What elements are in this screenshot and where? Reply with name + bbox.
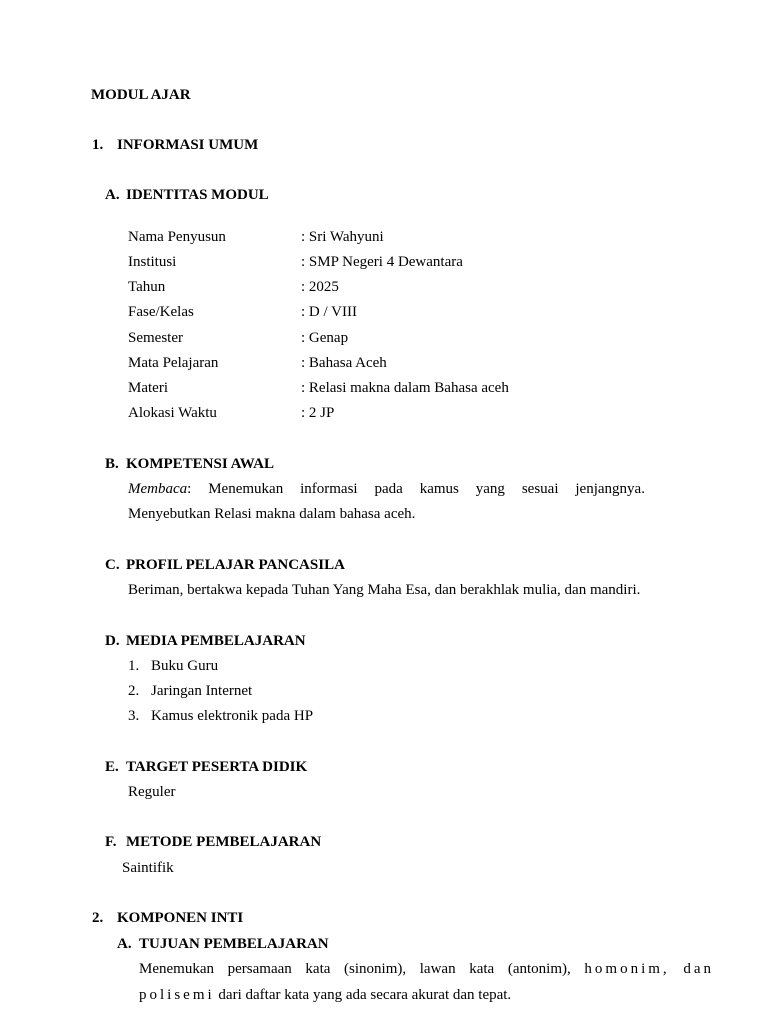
tujuan-letter: A.	[117, 936, 132, 952]
tujuan-word: dan	[683, 961, 714, 977]
identitas-value: : 2025	[301, 279, 339, 295]
identitas-value: : SMP Negeri 4 Dewantara	[301, 254, 463, 270]
identitas-label: Mata Pelajaran	[128, 355, 219, 371]
tujuan-word: (sinonim),	[344, 961, 407, 977]
tujuan-word: kata	[305, 961, 331, 977]
identitas-label: Semester	[128, 330, 183, 346]
metode-text: Saintifik	[122, 860, 174, 876]
tujuan-line-2	[139, 986, 511, 1004]
kompetensi-word: Menemukan	[208, 481, 284, 497]
tujuan-word: homonim,	[584, 961, 670, 977]
section-1-number: 1.	[92, 137, 104, 153]
identitas-value: : Sri Wahyuni	[301, 229, 384, 245]
identitas-label: Tahun	[128, 279, 166, 295]
identitas-label: Institusi	[128, 254, 177, 270]
tujuan-word: (antonim),	[507, 961, 571, 977]
tujuan-word-polisemi: polisemi	[139, 987, 215, 1003]
identitas-value: : Bahasa Aceh	[301, 355, 387, 371]
identitas-label: Fase/Kelas	[128, 304, 194, 320]
tujuan-word: lawan	[419, 961, 456, 977]
identitas-value: : Genap	[301, 330, 349, 346]
document-title: MODUL AJAR	[91, 87, 191, 103]
kompetensi-word: kamus	[419, 481, 459, 497]
identitas-heading: IDENTITAS MODUL	[126, 187, 269, 203]
target-letter: E.	[105, 759, 119, 775]
kompetensi-letter: B.	[105, 456, 119, 472]
kompetensi-line-1	[128, 480, 645, 498]
kompetensi-word: jenjangnya.	[575, 481, 645, 497]
media-item-number: 3.	[128, 708, 140, 724]
kompetensi-word: Membaca	[128, 481, 188, 497]
metode-letter: F.	[105, 834, 117, 850]
identitas-letter: A.	[105, 187, 120, 203]
identitas-label: Alokasi Waktu	[128, 405, 217, 421]
kompetensi-word: sesuai	[521, 481, 559, 497]
media-heading: MEDIA PEMBELAJARAN	[126, 633, 306, 649]
media-letter: D.	[105, 633, 120, 649]
identitas-label: Materi	[128, 380, 168, 396]
kompetensi-heading: KOMPETENSI AWAL	[126, 456, 274, 472]
section-2-heading: KOMPONEN INTI	[117, 910, 244, 926]
identitas-label: Nama Penyusun	[128, 229, 226, 245]
profil-letter: C.	[105, 557, 120, 573]
profil-heading: PROFIL PELAJAR PANCASILA	[126, 557, 345, 573]
section-1-heading: INFORMASI UMUM	[117, 137, 259, 153]
media-item-number: 1.	[128, 658, 140, 674]
media-item: Jaringan Internet	[151, 683, 253, 699]
media-item-number: 2.	[128, 683, 140, 699]
tujuan-word: persamaan	[227, 961, 292, 977]
identitas-value: : D / VIII	[301, 304, 357, 320]
kompetensi-word: :	[187, 481, 192, 497]
identitas-value: : Relasi makna dalam Bahasa aceh	[301, 380, 509, 396]
media-item: Kamus elektronik pada HP	[151, 708, 314, 724]
tujuan-line-2-rest: dari daftar kata yang ada secara akurat dan tepat.	[218, 987, 512, 1003]
tujuan-heading: TUJUAN PEMBELAJARAN	[139, 936, 329, 952]
kompetensi-line-2: Menyebutkan Relasi makna dalam bahasa aceh.	[128, 506, 416, 522]
metode-heading: METODE PEMBELAJARAN	[126, 834, 322, 850]
kompetensi-word: yang	[475, 481, 505, 497]
tujuan-word: kata	[469, 961, 495, 977]
target-text: Reguler	[128, 784, 176, 800]
kompetensi-word: informasi	[300, 481, 358, 497]
kompetensi-word: pada	[374, 481, 403, 497]
identitas-value: : 2 JP	[301, 405, 335, 421]
tujuan-word: Menemukan	[139, 961, 214, 977]
tujuan-line-1	[139, 960, 714, 978]
profil-text: Beriman, bertakwa kepada Tuhan Yang Maha Esa, dan berakhlak mulia, dan mandiri.	[128, 582, 641, 598]
target-heading: TARGET PESERTA DIDIK	[126, 759, 308, 775]
section-2-number: 2.	[92, 910, 104, 926]
media-item: Buku Guru	[151, 658, 219, 674]
